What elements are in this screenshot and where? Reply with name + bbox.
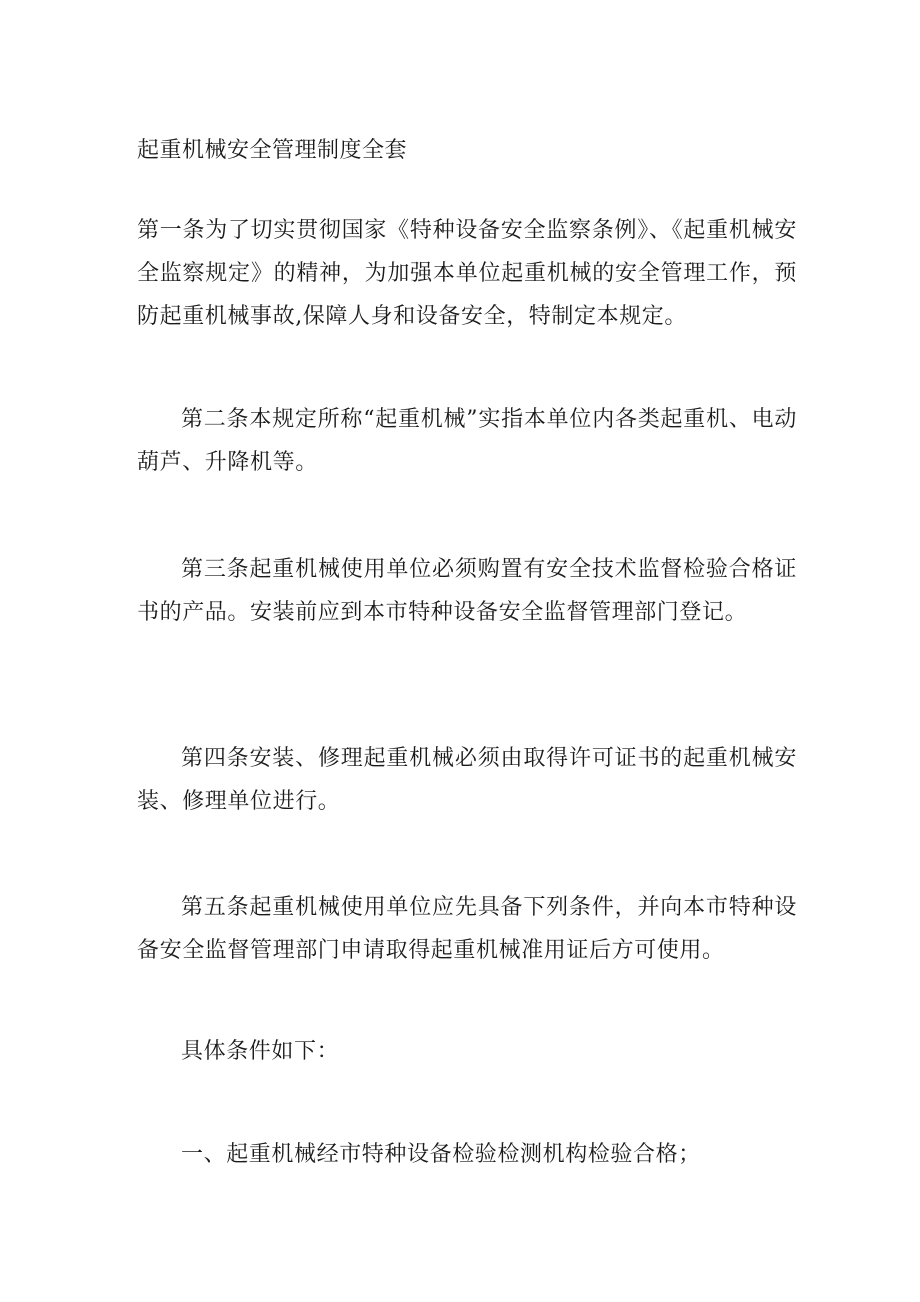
paragraph-article-1: 第一条为了切实贯彻国家《特种设备安全监察条例》、《起重机械安全监察规定》的精神，为加强本单位起重机械的安全管理工作，预防起重机械事故,保障人身和设备安全，特制定本规定。 — [137, 218, 797, 329]
paragraph-condition-1: 一、起重机械经市特种设备检验检测机构检验合格； — [181, 1142, 701, 1167]
paragraph-article-5: 第五条起重机械使用单位应先具备下列条件，并向本市特种设备安全监督管理部门申请取得起重机械准用证后方可使用。 — [137, 895, 797, 963]
paragraph-article-4: 第四条安装、修理起重机械必须由取得许可证书的起重机械安装、修理单位进行。 — [137, 746, 797, 814]
paragraph-conditions-intro: 具体条件如下： — [181, 1039, 340, 1064]
paragraph-article-3: 第三条起重机械使用单位必须购置有安全技术监督检验合格证书的产品。安装前应到本市特种设备安全监督管理部门登记。 — [137, 557, 797, 625]
document-title: 起重机械安全管理制度全套 — [137, 138, 408, 163]
paragraph-article-2: 第二条本规定所称“起重机械”实指本单位内各类起重机、电动葫芦、升降机等。 — [137, 407, 797, 475]
